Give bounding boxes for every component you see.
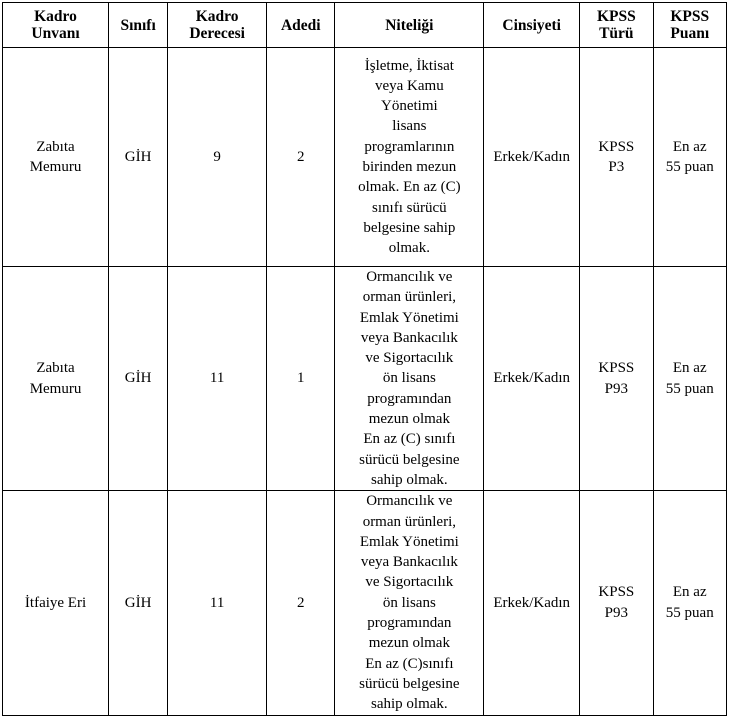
- adedi-cell: 2: [267, 491, 335, 715]
- kadro-unvani-cell: Zabıta Memuru: [3, 48, 109, 267]
- kpss-puani-cell: En az 55 puan: [653, 48, 726, 267]
- table-row: [3, 491, 727, 715]
- niteligi-cell: Ormancılık ve orman ürünleri, Emlak Yönetimi veya Bankacılık ve Sigortacılık ön lisans programından mezun olmak En az (C)sınıfı sürücü belgesine sahip olmak.: [335, 491, 484, 715]
- sinifi-cell: GİH: [109, 491, 168, 715]
- table-row: [3, 267, 727, 491]
- sinifi-cell: GİH: [109, 48, 168, 267]
- cinsiyeti-cell: Erkek/Kadın: [484, 491, 580, 715]
- adedi-cell: 1: [267, 267, 335, 491]
- header-kpss-turu: KPSS Türü: [580, 3, 653, 48]
- kadro-unvani-cell: İtfaiye Eri: [3, 491, 109, 715]
- kpss-puani-cell: En az 55 puan: [653, 491, 726, 715]
- niteligi-cell: Ormancılık ve orman ürünleri, Emlak Yönetimi veya Bankacılık ve Sigortacılık ön lisans programından mezun olmak En az (C) sınıfı sürücü belgesine sahip olmak.: [335, 267, 484, 491]
- cinsiyeti-cell: Erkek/Kadın: [484, 48, 580, 267]
- kadro-derecesi-cell: 11: [168, 267, 267, 491]
- header-niteligi: Niteliği: [335, 3, 484, 48]
- header-adedi: Adedi: [267, 3, 335, 48]
- kadro-unvani-cell: Zabıta Memuru: [3, 267, 109, 491]
- adedi-cell: 2: [267, 48, 335, 267]
- table-row: [3, 48, 727, 267]
- cinsiyeti-cell: Erkek/Kadın: [484, 267, 580, 491]
- niteligi-cell: İşletme, İktisat veya Kamu Yönetimi lisans programlarının birinden mezun olmak. En az (C) sınıfı sürücü belgesine sahip olmak.: [335, 48, 484, 267]
- kpss-puani-cell: En az 55 puan: [653, 267, 726, 491]
- kpss-turu-cell: KPSS P93: [580, 267, 653, 491]
- header-cinsiyeti: Cinsiyeti: [484, 3, 580, 48]
- header-sinifi: Sınıfı: [109, 3, 168, 48]
- kpss-turu-cell: KPSS P3: [580, 48, 653, 267]
- header-kadro-unvani: Kadro Unvanı: [3, 3, 109, 48]
- header-row: [3, 3, 727, 48]
- kadro-derecesi-cell: 9: [168, 48, 267, 267]
- header-kadro-derecesi: Kadro Derecesi: [168, 3, 267, 48]
- kadro-derecesi-cell: 11: [168, 491, 267, 715]
- header-kpss-puani: KPSS Puanı: [653, 3, 726, 48]
- kpss-turu-cell: KPSS P93: [580, 491, 653, 715]
- kadro-table: [2, 2, 727, 716]
- sinifi-cell: GİH: [109, 267, 168, 491]
